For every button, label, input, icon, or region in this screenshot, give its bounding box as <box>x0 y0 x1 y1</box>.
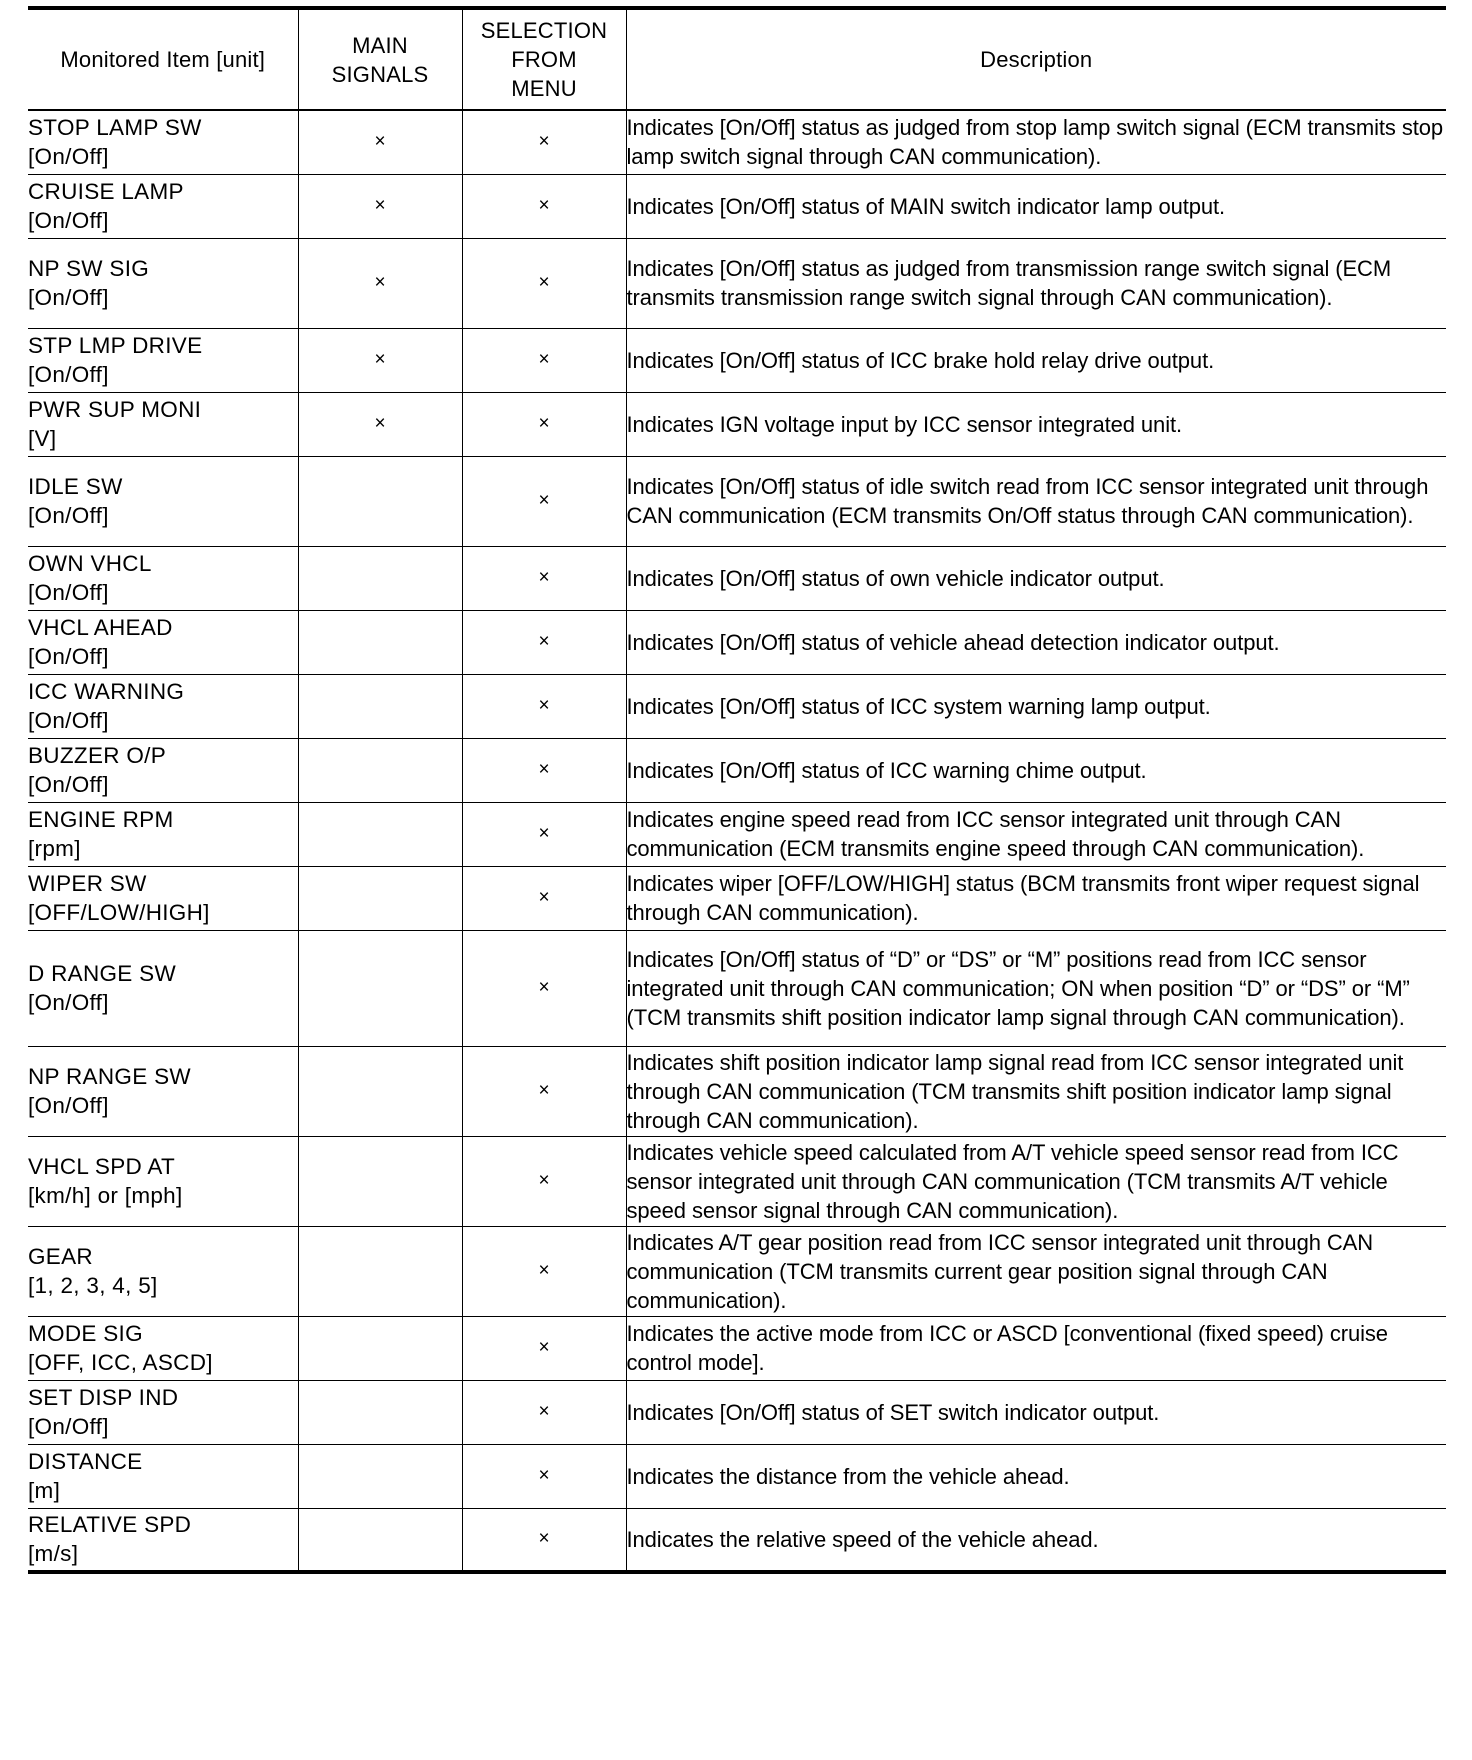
item-unit: [On/Off] <box>28 208 109 233</box>
main-signals-mark: × <box>298 110 462 174</box>
item-name: SET DISP IND <box>28 1385 179 1410</box>
description-cell: Indicates IGN voltage input by ICC sensor integrated unit. <box>626 392 1446 456</box>
description-cell: Indicates [On/Off] status of SET switch indicator output. <box>626 1380 1446 1444</box>
header-selection-line: MENU <box>511 76 577 101</box>
item-name: MODE SIG <box>28 1321 143 1346</box>
header-main-signals-line: MAIN <box>352 32 408 58</box>
description-cell: Indicates the distance from the vehicle ahead. <box>626 1444 1446 1508</box>
item-name: STP LMP DRIVE <box>28 333 203 358</box>
description-cell: Indicates [On/Off] status as judged from stop lamp switch signal (ECM transmits stop lamp switch signal through CAN communication). <box>626 110 1446 174</box>
table-row <box>28 1444 1446 1508</box>
item-unit: [On/Off] <box>28 144 109 170</box>
description-cell: Indicates [On/Off] status of vehicle ahead detection indicator output. <box>626 610 1446 674</box>
main-signals-mark <box>298 456 462 546</box>
main-signals-mark <box>298 610 462 674</box>
main-signals-mark <box>298 738 462 802</box>
table-row <box>28 456 1446 546</box>
monitored-items-table <box>28 6 1446 1574</box>
item-unit: [On/Off] <box>28 772 109 797</box>
selection-from-menu-mark: × <box>462 456 626 546</box>
item-name: NP RANGE SW <box>28 1064 191 1089</box>
main-signals-mark <box>298 930 462 1046</box>
table-row <box>28 1046 1446 1136</box>
table-row <box>28 1508 1446 1572</box>
description-cell: Indicates the relative speed of the vehicle ahead. <box>626 1508 1446 1572</box>
description-cell: Indicates the active mode from ICC or ASCD [conventional (fixed speed) cruise control mode]. <box>626 1316 1446 1380</box>
table-row <box>28 1226 1446 1316</box>
table-row <box>28 392 1446 456</box>
table-body <box>28 110 1446 1572</box>
header-selection-from-menu <box>462 8 626 110</box>
item-unit: [rpm] <box>28 836 81 861</box>
selection-from-menu-mark: × <box>462 866 626 930</box>
item-unit: [m/s] <box>28 1541 79 1567</box>
main-signals-mark <box>298 866 462 930</box>
monitored-item-cell <box>28 866 298 930</box>
selection-from-menu-mark: × <box>462 802 626 866</box>
monitored-item-cell <box>28 1136 298 1226</box>
item-unit: [On/Off] <box>28 1093 109 1118</box>
description-cell: Indicates wiper [OFF/LOW/HIGH] status (BCM transmits front wiper request signal through CAN communication). <box>626 866 1446 930</box>
item-unit: [V] <box>28 426 57 451</box>
monitored-item-cell <box>28 392 298 456</box>
selection-from-menu-mark: × <box>462 392 626 456</box>
description-cell: Indicates [On/Off] status of ICC brake hold relay drive output. <box>626 328 1446 392</box>
description-cell: Indicates A/T gear position read from ICC sensor integrated unit through CAN communication (TCM transmits current gear position signal through CAN communication). <box>626 1226 1446 1316</box>
item-unit: [On/Off] <box>28 990 109 1015</box>
item-name: ICC WARNING <box>28 679 185 704</box>
main-signals-mark <box>298 546 462 610</box>
table-row <box>28 546 1446 610</box>
description-cell: Indicates [On/Off] status of “D” or “DS” or “M” positions read from ICC sensor integrated unit through CAN communication; ON when position “D” or “DS” or “M” (TCM transmits shift position indicator lamp signal through CAN communication). <box>626 930 1446 1046</box>
main-signals-mark <box>298 1046 462 1136</box>
item-unit: [On/Off] <box>28 503 109 528</box>
description-cell: Indicates shift position indicator lamp signal read from ICC sensor integrated unit through CAN communication (TCM transmits shift position indicator lamp signal through CAN communication). <box>626 1046 1446 1136</box>
monitored-item-cell <box>28 930 298 1046</box>
monitored-item-cell <box>28 802 298 866</box>
table-row <box>28 738 1446 802</box>
selection-from-menu-mark: × <box>462 1226 626 1316</box>
header-selection-line: FROM <box>511 47 577 72</box>
main-signals-mark <box>298 1508 462 1572</box>
description-cell: Indicates vehicle speed calculated from A/T vehicle speed sensor read from ICC sensor integrated unit through CAN communication (TCM transmits A/T vehicle speed sensor signal through CAN communication). <box>626 1136 1446 1226</box>
monitored-item-cell <box>28 456 298 546</box>
main-signals-mark <box>298 1380 462 1444</box>
item-name: WIPER SW <box>28 871 147 896</box>
description-cell: Indicates [On/Off] status as judged from transmission range switch signal (ECM transmits transmission range switch signal through CAN communication). <box>626 238 1446 328</box>
main-signals-mark <box>298 1136 462 1226</box>
item-name: STOP LAMP SW <box>28 115 202 141</box>
item-unit: [m] <box>28 1478 61 1503</box>
item-name: ENGINE RPM <box>28 807 174 832</box>
selection-from-menu-mark: × <box>462 546 626 610</box>
table-row <box>28 328 1446 392</box>
main-signals-mark <box>298 1226 462 1316</box>
main-signals-mark <box>298 674 462 738</box>
item-name: RELATIVE SPD <box>28 1512 192 1538</box>
monitored-item-cell <box>28 238 298 328</box>
item-unit: [On/Off] <box>28 644 109 669</box>
item-name: GEAR <box>28 1244 93 1269</box>
header-main-signals <box>298 8 462 110</box>
main-signals-mark: × <box>298 328 462 392</box>
monitored-item-cell <box>28 738 298 802</box>
monitored-item-cell <box>28 546 298 610</box>
monitored-item-cell <box>28 610 298 674</box>
table-row <box>28 1316 1446 1380</box>
item-unit: [OFF, ICC, ASCD] <box>28 1350 213 1375</box>
item-name: OWN VHCL <box>28 551 152 576</box>
item-name: DISTANCE <box>28 1449 143 1474</box>
monitored-item-cell <box>28 328 298 392</box>
header-selection-line: SELECTION <box>480 18 608 43</box>
description-cell: Indicates [On/Off] status of idle switch read from ICC sensor integrated unit through CAN communication (ECM transmits On/Off status through CAN communication). <box>626 456 1446 546</box>
table-row <box>28 674 1446 738</box>
selection-from-menu-mark: × <box>462 1508 626 1572</box>
header-monitored-item: Monitored Item [unit] <box>28 8 298 110</box>
main-signals-mark <box>298 802 462 866</box>
item-name: VHCL AHEAD <box>28 615 173 640</box>
item-unit: [On/Off] <box>28 362 109 387</box>
selection-from-menu-mark: × <box>462 674 626 738</box>
description-cell: Indicates [On/Off] status of ICC warning chime output. <box>626 738 1446 802</box>
monitored-item-cell <box>28 1226 298 1316</box>
selection-from-menu-mark: × <box>462 1136 626 1226</box>
monitored-item-cell <box>28 1380 298 1444</box>
description-cell: Indicates [On/Off] status of own vehicle indicator output. <box>626 546 1446 610</box>
selection-from-menu-mark: × <box>462 610 626 674</box>
selection-from-menu-mark: × <box>462 110 626 174</box>
monitored-item-cell <box>28 674 298 738</box>
item-name: CRUISE LAMP <box>28 179 184 204</box>
item-name: BUZZER O/P <box>28 743 167 768</box>
item-unit: [OFF/LOW/HIGH] <box>28 900 210 925</box>
table-row <box>28 1136 1446 1226</box>
selection-from-menu-mark: × <box>462 738 626 802</box>
selection-from-menu-mark: × <box>462 1380 626 1444</box>
item-name: D RANGE SW <box>28 961 177 986</box>
item-name: PWR SUP MONI <box>28 397 202 422</box>
description-cell: Indicates [On/Off] status of ICC system warning lamp output. <box>626 674 1446 738</box>
monitored-item-cell <box>28 1444 298 1508</box>
selection-from-menu-mark: × <box>462 1046 626 1136</box>
selection-from-menu-mark: × <box>462 174 626 238</box>
table-row <box>28 238 1446 328</box>
description-cell: Indicates engine speed read from ICC sensor integrated unit through CAN communication (ECM transmits engine speed through CAN communication). <box>626 802 1446 866</box>
table-row <box>28 174 1446 238</box>
item-unit: [On/Off] <box>28 1414 109 1439</box>
monitored-item-cell <box>28 110 298 174</box>
table-row <box>28 610 1446 674</box>
item-name: VHCL SPD AT <box>28 1154 176 1179</box>
monitored-item-cell <box>28 174 298 238</box>
table-row <box>28 1380 1446 1444</box>
monitored-item-cell <box>28 1046 298 1136</box>
description-cell: Indicates [On/Off] status of MAIN switch indicator lamp output. <box>626 174 1446 238</box>
selection-from-menu-mark: × <box>462 1316 626 1380</box>
selection-from-menu-mark: × <box>462 328 626 392</box>
selection-from-menu-mark: × <box>462 1444 626 1508</box>
table-header-row <box>28 8 1446 110</box>
monitored-item-cell <box>28 1508 298 1572</box>
table-row <box>28 802 1446 866</box>
item-unit: [km/h] or [mph] <box>28 1183 183 1208</box>
main-signals-mark: × <box>298 238 462 328</box>
table-row <box>28 866 1446 930</box>
item-unit: [On/Off] <box>28 285 109 310</box>
item-name: IDLE SW <box>28 474 123 499</box>
main-signals-mark <box>298 1316 462 1380</box>
main-signals-mark: × <box>298 174 462 238</box>
selection-from-menu-mark: × <box>462 930 626 1046</box>
main-signals-mark: × <box>298 392 462 456</box>
selection-from-menu-mark: × <box>462 238 626 328</box>
item-unit: [On/Off] <box>28 708 109 733</box>
table-row <box>28 110 1446 174</box>
monitored-item-cell <box>28 1316 298 1380</box>
header-main-signals-line: SIGNALS <box>331 61 429 87</box>
main-signals-mark <box>298 1444 462 1508</box>
table-row <box>28 930 1446 1046</box>
item-name: NP SW SIG <box>28 256 150 281</box>
item-unit: [On/Off] <box>28 580 109 605</box>
item-unit: [1, 2, 3, 4, 5] <box>28 1273 158 1298</box>
header-description: Description <box>626 8 1446 110</box>
